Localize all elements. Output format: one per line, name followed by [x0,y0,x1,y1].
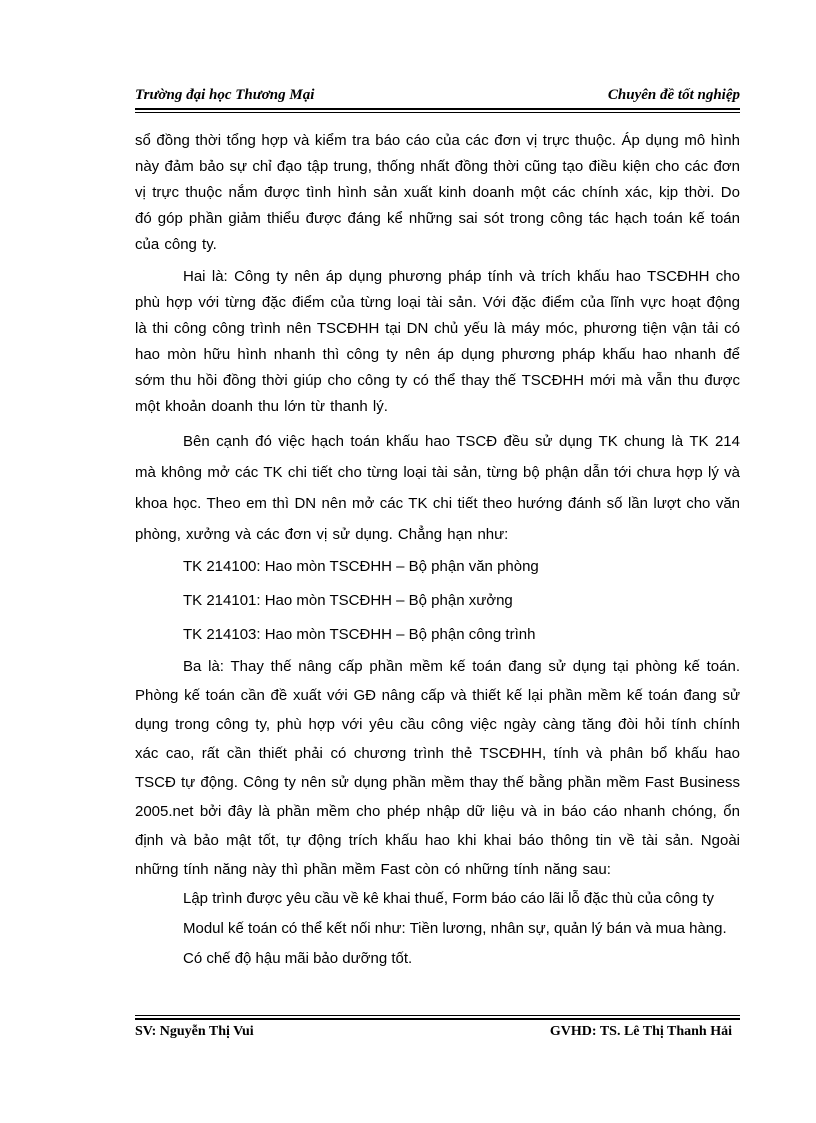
feature-item: Lập trình được yêu cầu về kê khai thuế, Form báo cáo lãi lỗ đặc thù của công ty [183,890,715,907]
account-item: TK 214100: Hao mòn TSCĐHH – Bộ phận văn phòng [183,558,539,575]
account-item: TK 214103: Hao mòn TSCĐHH – Bộ phận công trình [183,626,536,643]
header-rule [135,108,740,113]
header-doc-type: Chuyên đề tốt nghiệp [607,87,740,103]
page-header [135,85,740,109]
paragraph-4: Ba là: Thay thế nâng cấp phần mềm kế toán đang sử dụng tại phòng kế toán. Phòng kế toán cần đề xuất với GĐ nâng cấp và thiết kế lại phần mềm kế toán đang sử dụng trong công ty, phù hợp với yêu cầu công việc ngày càng tăng đòi hỏi tính chính xác cao, rất cần thiết phải có chương trình thẻ TSCĐHH, tính và phân bổ khấu hao TSCĐ tự động. Công ty nên sử dụng phần mềm thay thế bằng phần mềm Fast Business 2005.net bởi đây là phần mềm cho phép nhập dữ liệu và in báo cáo nhanh chóng, ổn định và bảo mật tốt, tự động trích khấu hao khi khai báo thông tin về tài sản. Ngoài những tính năng này thì phần mềm Fast còn có những tính năng sau: [135,658,740,878]
feature-item: Có chế độ hậu mãi bảo dưỡng tốt. [183,950,413,967]
paragraph-1: sổ đồng thời tổng hợp và kiểm tra báo cáo của các đơn vị trực thuộc. Áp dụng mô hình này đảm bảo sự chỉ đạo tập trung, thống nhất đồng thời cũng tạo điều kiện cho các đơn vị trực thuộc nắm được tình hình sản xuất kinh doanh một các chính xác, kịp thời. Do đó góp phần giảm thiểu được đáng kể những sai sót trong công tác hạch toán kế toán của công ty. [135,132,740,253]
page-footer [135,1022,740,1046]
feature-item: Modul kế toán có thể kết nối như: Tiền lương, nhân sự, quản lý bán và mua hàng. [183,920,727,937]
paragraph-2: Hai là: Công ty nên áp dụng phương pháp tính và trích khấu hao TSCĐHH cho phù hợp với từng đặc điểm của từng loại tài sản. Với đặc điểm của lĩnh vực hoạt động là thi công công trình nên TSCĐHH tại DN chủ yếu là máy móc, phương tiện vận tải có hao mòn hữu hình nhanh thì công ty nên áp dụng phương pháp khấu hao nhanh để sớm thu hồi đồng thời giúp cho công ty có thể thay thế TSCĐHH mới mà vẫn thu được một khoản doanh thu lớn từ thanh lý. [135,268,740,415]
footer-advisor: GVHD: TS. Lê Thị Thanh Hải [549,1024,732,1039]
paragraph-3: Bên cạnh đó việc hạch toán khấu hao TSCĐ đều sử dụng TK chung là TK 214 mà không mở các TK chi tiết cho từng loại tài sản, từng bộ phận dẫn tới chưa hợp lý và khoa học. Theo em thì DN nên mở các TK chi tiết theo hướng đánh số lần lượt cho văn phòng, xưởng và các đơn vị sử dụng. Chẳng hạn như: [135,433,740,543]
footer-rule [135,1015,740,1020]
header-school: Trường đại học Thương Mại [135,87,315,103]
document-body [135,128,740,974]
footer-student: SV: Nguyễn Thị Vui [135,1024,254,1039]
account-item: TK 214101: Hao mòn TSCĐHH – Bộ phận xưởng [183,592,513,609]
